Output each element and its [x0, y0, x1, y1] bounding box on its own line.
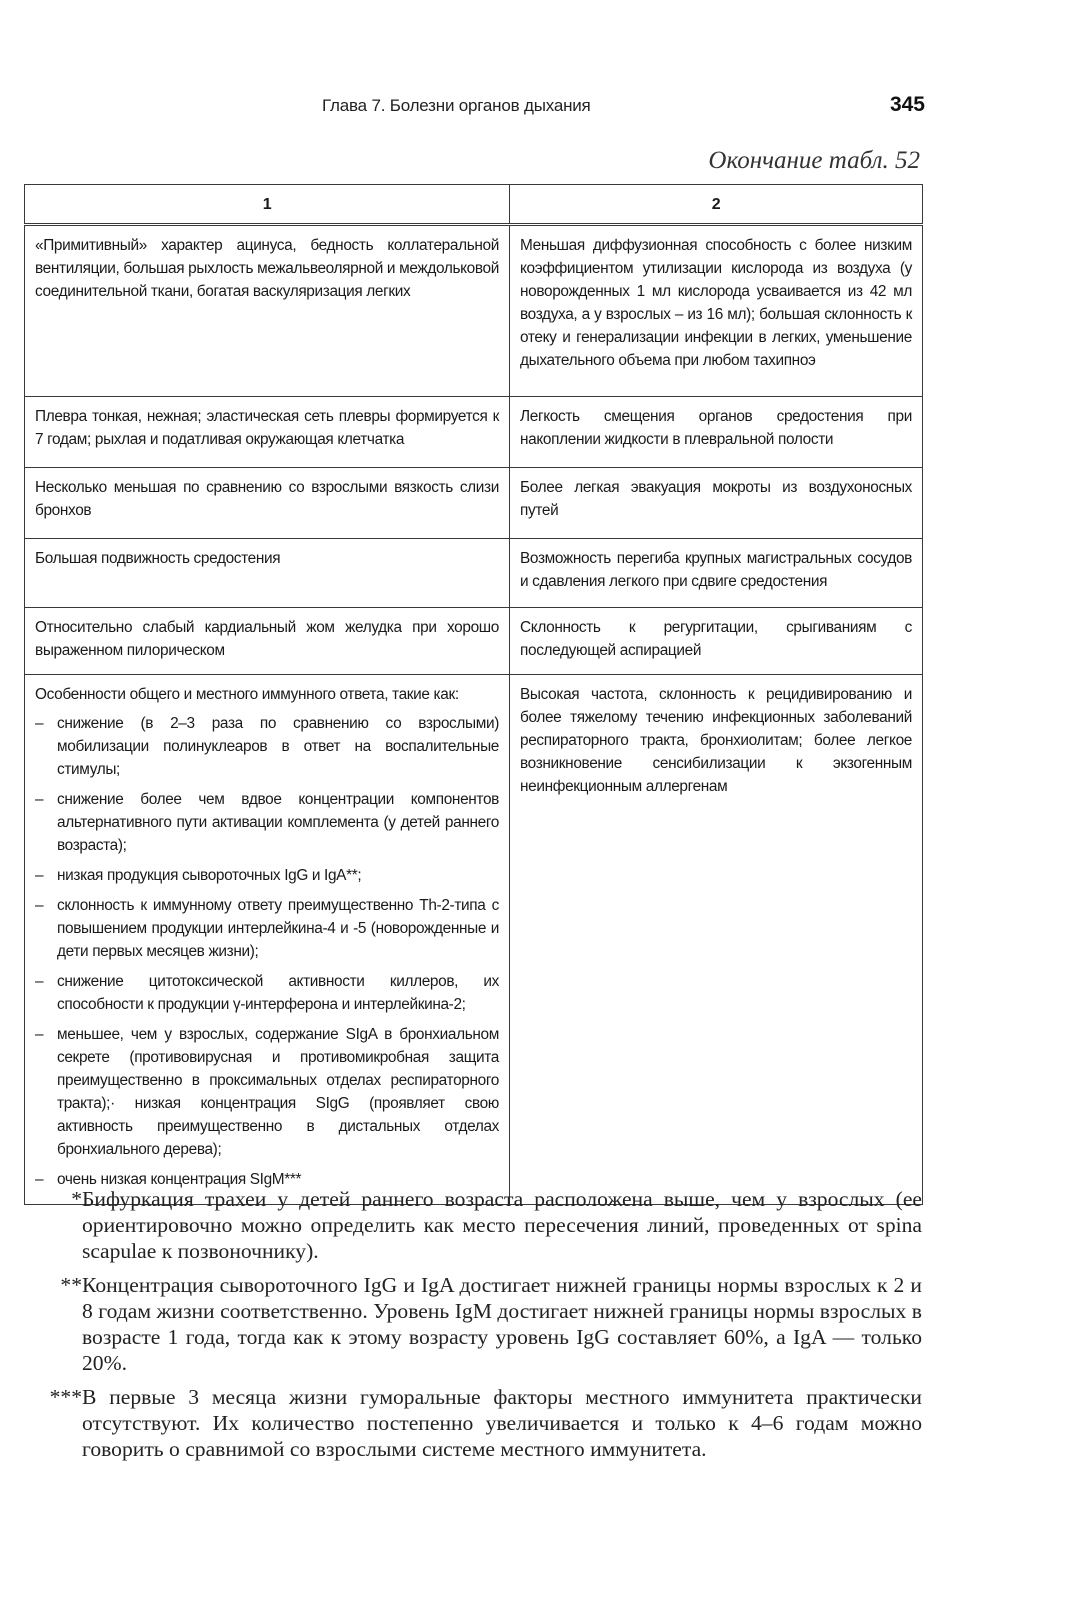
column-header-2: 2 [510, 185, 923, 225]
footnote-mark: * [71, 1187, 82, 1211]
footnote-mark: *** [49, 1385, 82, 1409]
table-cell-feature [25, 675, 510, 1205]
table-cell-consequence: Склонность к регургитации, срыгиваниям с последующей аспирацией [510, 608, 923, 675]
list-item: – низкая продукция сывороточных IgG и IgA**; [35, 864, 499, 887]
table-row [25, 397, 923, 468]
page-number: 345 [889, 93, 925, 116]
table-cell-feature: Относительно слабый кардиальный жом желудка при хорошо выраженном пилорическом [25, 608, 510, 675]
table-cell-consequence: Более легкая эвакуация мокроты из воздухоносных путей [510, 468, 923, 539]
table-cell-consequence: Меньшая диффузионная способность с более низким коэффициентом утилизации кислорода из воздуха (у новорожденных 1 мл кислорода усваивается из 42 мл воздуха, а у взрослых – из 16 мл); большая склонность к отеку и генерализации инфекции в легких, уменьшение дыхательного объема при любом тахипноэ [510, 225, 923, 397]
footnote [50, 1186, 922, 1264]
table-row [25, 675, 923, 1205]
list-item: – снижение более чем вдвое концентрации компонентов альтернативного пути активации комплемента (у детей раннего возраста); [35, 788, 499, 857]
list-item: – снижение цитотоксической активности киллеров, их способности к продукции γ-интерферона и интерлейкина-2; [35, 970, 499, 1016]
footnote-text: Бифуркация трахеи у детей раннего возраста расположена выше, чем у взрослых (ее ориентировочно можно определить как место пересечения линий, проведенных от spina scapulae к позвоночнику). [82, 1187, 922, 1263]
table-row [25, 608, 923, 675]
table-cell-feature: «Примитивный» характер ацинуса, бедность коллатеральной вентиляции, большая рыхлость межальвеолярной и междольковой соединительной ткани, богатая васкуляризация легких [25, 225, 510, 397]
table-cell-feature: Большая подвижность средостения [25, 539, 510, 608]
table-header-row [25, 185, 923, 225]
list-item: – склонность к иммунному ответу преимущественно Th-2-типа с повышением продукции интерлейкина-4 и -5 (новорожденные и дети первых месяцев жизни); [35, 894, 499, 963]
list-item: – меньшее, чем у взрослых, содержание SIgA в бронхиальном секрете (противовирусная и противомикробная защита преимущественно в проксимальных отделах респираторного тракта);· низкая концентрация SIgG (проявляет свою активность преимущественно в дистальных отделах бронхиального дерева); [35, 1023, 499, 1161]
table-cell-feature: Плевра тонкая, нежная; эластическая сеть плевры формируется к 7 годам; рыхлая и податливая окружающая клетчатка [25, 397, 510, 468]
table-row [25, 225, 923, 397]
list-item: – очень низкая концентрация SIgM*** [35, 1168, 499, 1191]
running-head: Глава 7. Болезни органов дыхания [322, 96, 591, 115]
footnote [50, 1384, 922, 1462]
footnote-mark: ** [60, 1273, 82, 1297]
footnote-text: В первые 3 месяца жизни гуморальные факторы местного иммунитета практически отсутствуют. Их количество постепенно увеличивается и только к 4–6 годам можно говорить о сравнимой со взрослыми системе местного иммунитета. [82, 1385, 922, 1461]
table-row [25, 539, 923, 608]
list-item: – снижение (в 2–3 раза по сравнению со взрослыми) мобилизации полинуклеаров в ответ на воспалительные стимулы; [35, 712, 499, 781]
column-header-1: 1 [25, 185, 510, 225]
table-cell-consequence: Легкость смещения органов средостения при накоплении жидкости в плевральной полости [510, 397, 923, 468]
table-cell-feature: Несколько меньшая по сравнению со взрослыми вязкость слизи бронхов [25, 468, 510, 539]
features-table [24, 184, 923, 1205]
footnote [50, 1272, 922, 1376]
table-cell-consequence: Возможность перегиба крупных магистральных сосудов и сдавления легкого при сдвиге средостения [510, 539, 923, 608]
table-cell-consequence: Высокая частота, склонность к рецидивированию и более тяжелому течению инфекционных заболеваний респираторного тракта, бронхиолитам; более легкое возникновение сенсибилизации к экзогенным неинфекционным аллергенам [510, 675, 923, 1205]
immune-features-list [35, 712, 499, 1191]
table-row [25, 468, 923, 539]
table-caption: Окончание табл. 52 [708, 147, 920, 174]
footnote-text: Концентрация сывороточного IgG и IgA достигает нижней границы нормы взрослых к 2 и 8 годам жизни соответственно. Уровень IgM достигает нижней границы нормы взрослых в возрасте 1 года, тогда как к этому возрасту уровень IgG составляет 60%, а IgA — только 20%. [82, 1273, 922, 1375]
footnotes [50, 1186, 922, 1470]
immune-features-intro: Особенности общего и местного иммунного ответа, такие как: [35, 686, 459, 703]
